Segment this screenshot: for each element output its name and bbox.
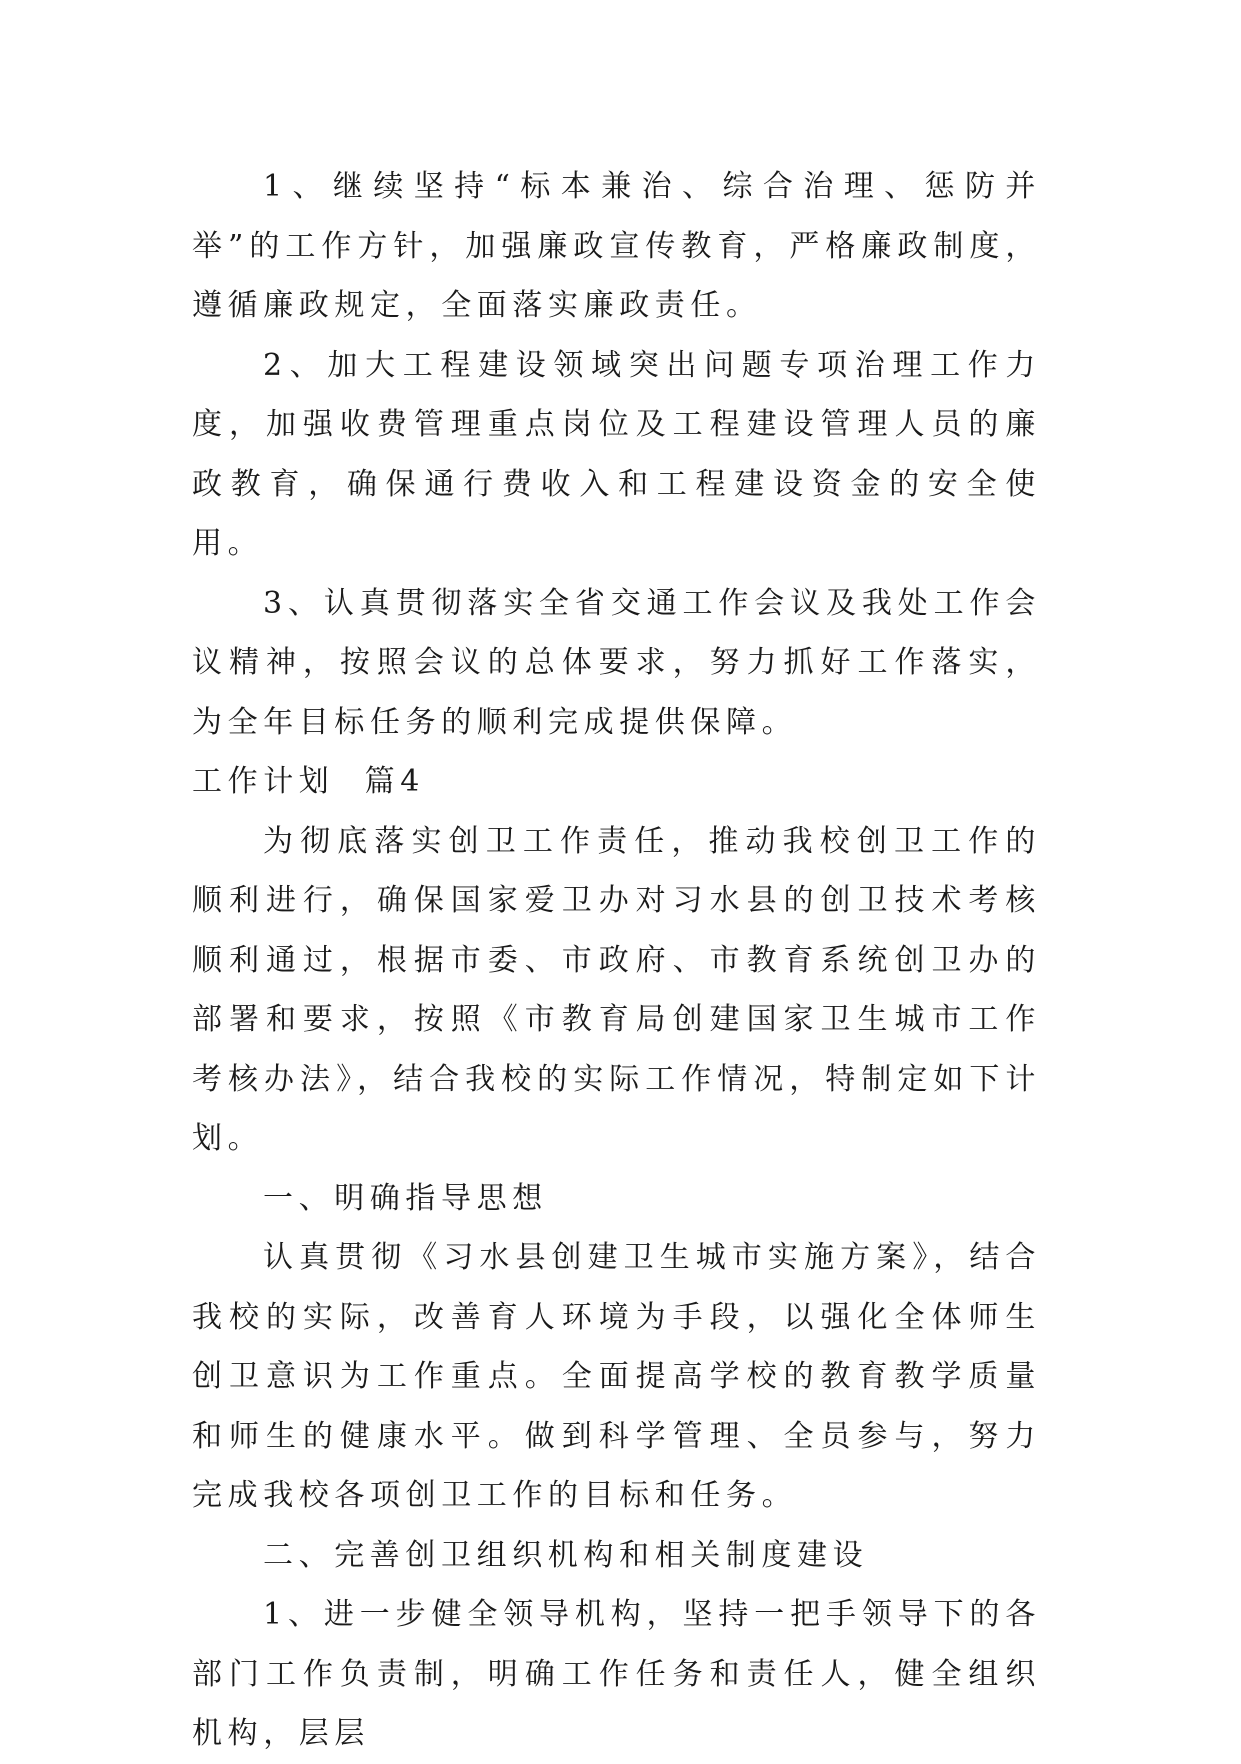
paragraph-2: 2、加大工程建设领域突出问题专项治理工作力度，加强收费管理重点岗位及工程建设管理人员的廉政教育，确保通行费收入和工程建设资金的安全使用。 — [192, 347, 1041, 561]
organization-body: 1、进一步健全领导机构，坚持一把手领导下的各部门工作负责制，明确工作任务和责任人，健全组织机构，层层 — [192, 1597, 1041, 1751]
paragraph-3: 3、认真贯彻落实全省交通工作会议及我处工作会议精神，按照会议的总体要求，努力抓好工作落实，为全年目标任务的顺利完成提供保障。 — [192, 585, 1041, 740]
guiding-thought-body: 认真贯彻《习水县创建卫生城市实施方案》，结合我校的实际，改善育人环境为手段，以强化全体师生创卫意识为工作重点。全面提高学校的教育教学质量和师生的健康水平。做到科学管理、全员参与，努力完成我校各项创卫工作的目标和任务。 — [192, 1240, 1041, 1513]
paragraph-1: 1、继续坚持“标本兼治、综合治理、惩防并举”的工作方针，加强廉政宣传教育，严格廉政制度，遵循廉政规定，全面落实廉政责任。 — [192, 169, 1041, 323]
heading-guiding-thought: 一、明确指导思想 — [263, 1180, 548, 1216]
section-title: 工作计划 篇4 — [192, 764, 425, 799]
heading-organization: 二、完善创卫组织机构和相关制度建设 — [263, 1537, 869, 1573]
intro-paragraph: 为彻底落实创卫工作责任，推动我校创卫工作的顺利进行，确保国家爱卫办对习水县的创卫技术考核顺利通过，根据市委、市政府、市教育系统创卫办的部署和要求，按照《市教育局创建国家卫生城市工作考核办法》，结合我校的实际工作情况，特制定如下计划。 — [192, 823, 1041, 1156]
